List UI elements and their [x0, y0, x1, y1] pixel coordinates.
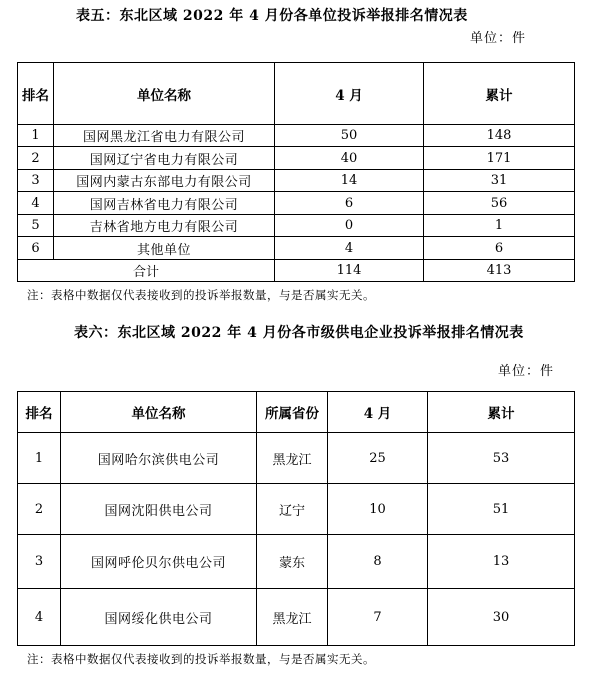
april-cell: 6 [275, 192, 424, 215]
sum-april-cell: 114 [275, 260, 424, 282]
april-cell: 14 [275, 170, 424, 192]
april-cell: 25 [328, 433, 428, 484]
rank-cell: 2 [18, 147, 54, 170]
total-cell: 51 [428, 484, 575, 535]
header-april: 4 月 [328, 392, 428, 433]
province-cell: 黑龙江 [257, 433, 328, 484]
rank-cell: 2 [18, 484, 61, 535]
april-cell: 0 [275, 215, 424, 237]
april-cell: 7 [328, 589, 428, 646]
table6-note: 注：表格中数据仅代表接收到的投诉举报数量，与是否属实无关。 [27, 652, 375, 666]
unit-name-cell: 国网沈阳供电公司 [61, 484, 257, 535]
unit-name-cell: 吉林省地方电力有限公司 [54, 215, 275, 237]
header-unit-name: 单位名称 [54, 63, 275, 125]
province-cell: 辽宁 [257, 484, 328, 535]
total-cell: 30 [428, 589, 575, 646]
rank-cell: 6 [18, 237, 54, 260]
april-cell: 4 [275, 237, 424, 260]
header-province: 所属省份 [257, 392, 328, 433]
unit-name-cell: 国网黑龙江省电力有限公司 [54, 125, 275, 147]
april-cell: 10 [328, 484, 428, 535]
rank-cell: 3 [18, 170, 54, 192]
table-row [18, 170, 575, 192]
province-cell: 黑龙江 [257, 589, 328, 646]
total-cell: 6 [424, 237, 575, 260]
header-april: 4 月 [275, 63, 424, 125]
table5-sum-row [18, 260, 575, 282]
table-row [18, 147, 575, 170]
april-cell: 40 [275, 147, 424, 170]
rank-cell: 4 [18, 589, 61, 646]
table6-unit: 单位：件 [498, 364, 555, 379]
table-row [18, 484, 575, 535]
table5-header-row [18, 63, 575, 125]
rank-cell: 5 [18, 215, 54, 237]
unit-name-cell: 国网绥化供电公司 [61, 589, 257, 646]
unit-name-cell: 国网呼伦贝尔供电公司 [61, 535, 257, 589]
header-total: 累计 [428, 392, 575, 433]
april-cell: 50 [275, 125, 424, 147]
table-row [18, 125, 575, 147]
table6-title: 表六：东北区域 2022 年 4 月份各市级供电企业投诉举报排名情况表 [74, 325, 524, 341]
sum-total-cell: 413 [424, 260, 575, 282]
total-cell: 56 [424, 192, 575, 215]
table6 [17, 391, 575, 646]
table6-header-row [18, 392, 575, 433]
april-cell: 8 [328, 535, 428, 589]
unit-name-cell: 其他单位 [54, 237, 275, 260]
province-cell: 蒙东 [257, 535, 328, 589]
table-row [18, 192, 575, 215]
total-cell: 13 [428, 535, 575, 589]
rank-cell: 4 [18, 192, 54, 215]
table5 [17, 62, 575, 282]
header-total: 累计 [424, 63, 575, 125]
total-cell: 171 [424, 147, 575, 170]
total-cell: 1 [424, 215, 575, 237]
unit-name-cell: 国网哈尔滨供电公司 [61, 433, 257, 484]
header-rank: 排名 [18, 392, 61, 433]
unit-name-cell: 国网吉林省电力有限公司 [54, 192, 275, 215]
table-row [18, 237, 575, 260]
table-row [18, 535, 575, 589]
table5-title: 表五：东北区域 2022 年 4 月份各单位投诉举报排名情况表 [76, 8, 468, 24]
unit-name-cell: 国网辽宁省电力有限公司 [54, 147, 275, 170]
table5-note: 注：表格中数据仅代表接收到的投诉举报数量，与是否属实无关。 [27, 288, 375, 302]
total-cell: 53 [428, 433, 575, 484]
table5-unit: 单位：件 [470, 31, 527, 46]
total-cell: 31 [424, 170, 575, 192]
table-row [18, 215, 575, 237]
rank-cell: 1 [18, 433, 61, 484]
table-row [18, 589, 575, 646]
sum-label-cell: 合计 [18, 260, 275, 282]
header-unit-name: 单位名称 [61, 392, 257, 433]
unit-name-cell: 国网内蒙古东部电力有限公司 [54, 170, 275, 192]
header-rank: 排名 [18, 63, 54, 125]
rank-cell: 1 [18, 125, 54, 147]
table-row [18, 433, 575, 484]
rank-cell: 3 [18, 535, 61, 589]
total-cell: 148 [424, 125, 575, 147]
